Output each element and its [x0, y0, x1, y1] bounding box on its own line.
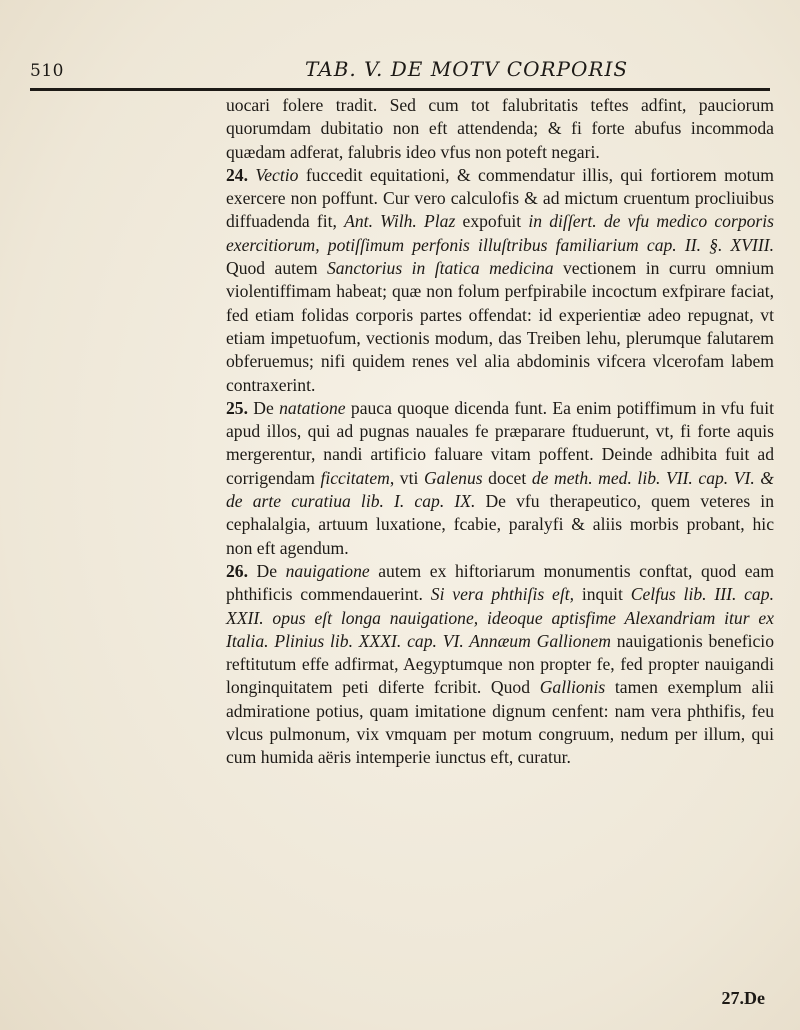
text-run: De [253, 397, 280, 418]
text-run: docet [482, 467, 532, 488]
text-run: inquit [574, 584, 631, 605]
page-number: 510 [30, 61, 64, 81]
italic-text: Si vera phthiſis eſt, [430, 584, 575, 605]
paragraph [226, 560, 774, 770]
italic-text: Gallionis [539, 677, 606, 698]
text-run: Quod autem [226, 258, 327, 279]
paragraph [226, 164, 774, 397]
italic-text: Sanctorius in ſtatica medicina [326, 258, 554, 279]
text-run: pauca quoque dicenda funt. Ea enim potiffimum in vfu fuit apud illos, qui ad pugnas nauales fe præparare ftuduerunt, vt, fi forte aquis mergerentur, nandi artificio faluare vitam poffent. Deinde adhibita fuit ad corrigendam [226, 397, 775, 488]
body-text [226, 94, 774, 770]
italic-text: ficcitatem [320, 467, 390, 488]
italic-text: natatione [279, 397, 346, 418]
italic-text: Ant. Wilh. Plaz [344, 211, 456, 232]
italic-text: Celfus lib. III. cap. XXII. opus eſt longa nauigatione, ideoque aptisfime Alexandriam itur ex Italia. Plinius lib. XXXI. cap. VI. Annæum Gallionem [226, 584, 774, 651]
italic-text: Vectio [255, 164, 299, 185]
italic-text: de meth. med. lib. VII. cap. VI. & de arte curatiua lib. I. cap. IX. [226, 467, 774, 512]
text-run: autem ex hiftoriarum monumentis conftat, quod eam phthificis commendauerint. [226, 560, 775, 605]
text-run: tamen exemplum alii admiratione potius, quam imitatione dignum cenfent: nam vera phthifis, feu vlcus pulmonum, vix vmquam per motum congruum, nedum per illum, qui cum humida aëris intemperie iunctus eft, curatur. [226, 677, 774, 768]
page-header [30, 55, 770, 85]
running-title: TAB. V. DE MOTV CORPORIS [305, 57, 629, 81]
italic-text: in diſſert. de vfu medico corporis exercitiorum, potiſſimum perfonis illuſtribus familiarium cap. II. §. XVIII. [226, 211, 774, 255]
text-run: nauigationis beneficio reftitutum effe adfirmat, Aegyptumque non propter fe, fed propter nauigandi longinquitatem peti diferte fcribit. Quod [226, 630, 774, 698]
italic-text: nauigatione [285, 560, 370, 581]
text-run: vectionem in curru omnium violentiffimam habeat; quæ non folum perfpirabile incoctum exfpirare faciat, fed etiam folidas corporis partes offendat: id experientiæ adeo repugnat, vt etiam impetuofum, vectionis modum, das Treiben lehu, plerumque falutarem obferuemus; nifi quidem renes vel alia abdominis vifcera vlcerofam labem contraxerint. [226, 258, 775, 395]
paragraph [226, 94, 774, 164]
text-run: uocari folere tradit. Sed cum tot falubritatis teftes adfint, pauciorum quorumdam dubitatio non eft attendenda; & fi forte abufus incommoda quædam adferat, falubris ideo vfus non poteft negari. [226, 95, 774, 162]
text-run: fuccedit equitationi, & commendatur illis, qui fortiorem motum exercere non poffunt. Cur vero calculofis & ad mictum cruentum procliuibus diffuadenda fit, [226, 164, 774, 232]
italic-text: Galenus [423, 467, 483, 488]
text-run: De vfu therapeutico, quem veteres in cephalalgia, artuum luxatione, fcabie, paralyfi & aliis morbis probant, hic non eft agendum. [226, 491, 774, 558]
catchword: 27.De [721, 988, 765, 1008]
section-number: 25. [226, 397, 254, 418]
text-run: , vti [389, 467, 424, 488]
header-rule [30, 88, 770, 91]
section-number: 24. [226, 164, 256, 185]
text-run: De [256, 560, 286, 581]
text-run: expofuit [455, 211, 529, 232]
section-number: 26. [226, 560, 257, 581]
paragraph [226, 397, 774, 560]
